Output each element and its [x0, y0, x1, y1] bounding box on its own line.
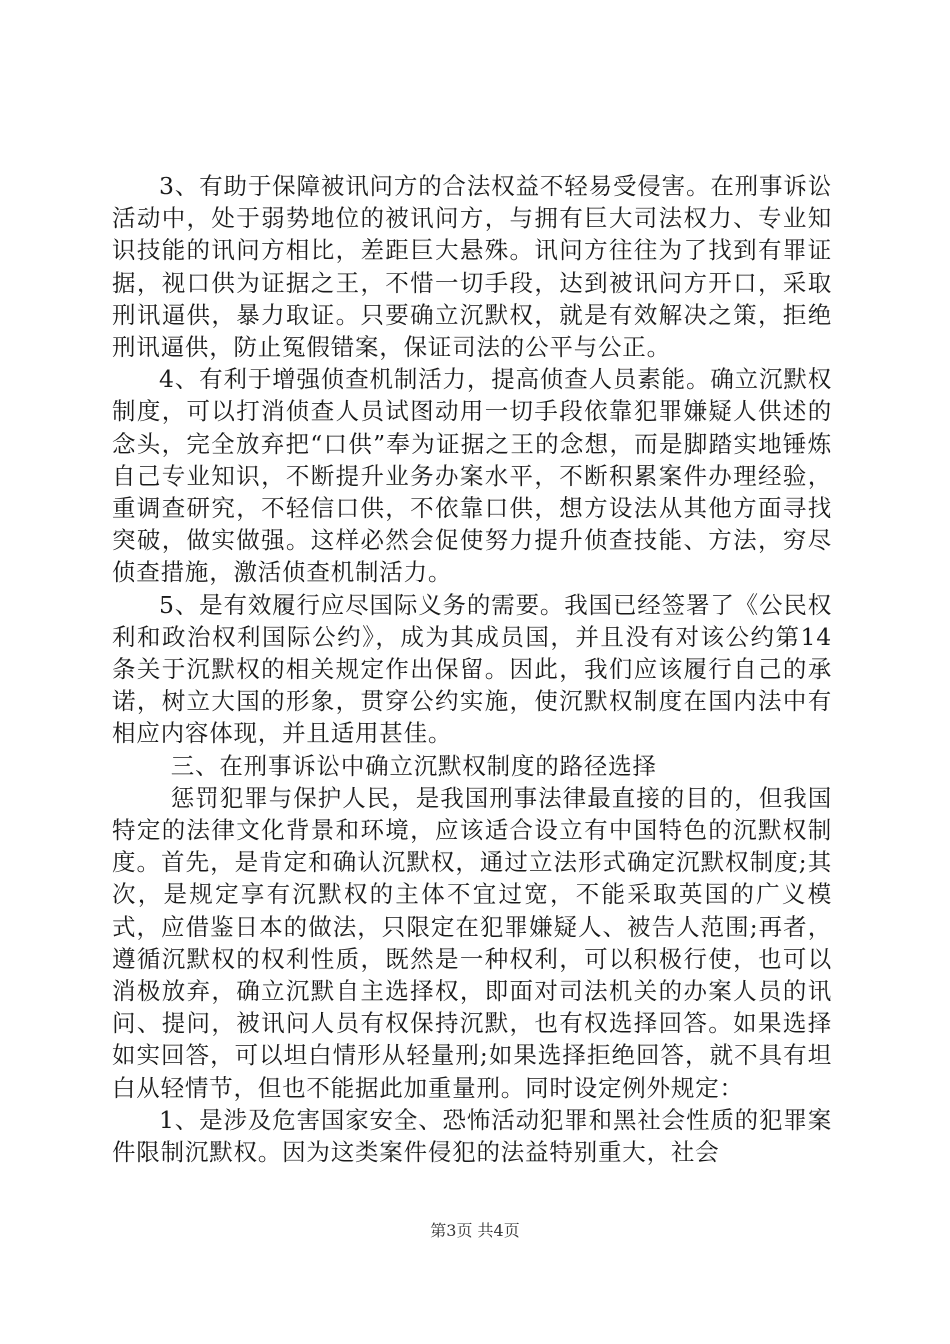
paragraph-exception-1: 1、是涉及危害国家安全、恐怖活动犯罪和黑社会性质的犯罪案件限制沉默权。因为这类案件侵犯的法益特别重大，社会	[112, 1105, 832, 1167]
paragraph-section-intro: 惩罚犯罪与保护人民，是我国刑事法律最直接的目的，但我国特定的法律文化背景和环境，应该适合设立有中国特色的沉默权制度。首先，是肯定和确认沉默权，通过立法形式确定沉默权制度;其次，是规定享有沉默权的主体不宜过宽，不能采取英国的广义模式，应借鉴日本的做法，只限定在犯罪嫌疑人、被告人范围;再者，遵循沉默权的权利性质，既然是一种权利，可以积极行使，也可以消极放弃，确立沉默自主选择权，即面对司法机关的办案人员的讯问、提问，被讯问人员有权保持沉默，也有权选择回答。如果选择如实回答，可以坦白情形从轻量刑;如果选择拒绝回答，就不具有坦白从轻情节，但也不能据此加重量刑。同时设定例外规定：	[112, 783, 832, 1102]
section-heading: 三、在刑事诉讼中确立沉默权制度的路径选择	[170, 751, 657, 780]
page-number-footer: 第3页 共4页	[430, 1221, 520, 1240]
paragraph-point-4: 4、有利于增强侦查机制活力，提高侦查人员素能。确立沉默权制度，可以打消侦查人员试图动用一切手段依靠犯罪嫌疑人供述的念头，完全放弃把“口供”奉为证据之王的念想，而是脚踏实地锤炼自己专业知识，不断提升业务办案水平，不断积累案件办理经验，重调查研究，不轻信口供，不依靠口供，想方设法从其他方面寻找突破，做实做强。这样必然会促使努力提升侦查技能、方法，穷尽侦查措施，激活侦查机制活力。	[112, 365, 832, 587]
paragraph-point-5: 5、是有效履行应尽国际义务的需要。我国已经签署了《公民权利和政治权利国际公约》，成为其成员国，并且没有对该公约第14条关于沉默权的相关规定作出保留。因此，我们应该履行自己的承诺，树立大国的形象，贯穿公约实施，使沉默权制度在国内法中有相应内容体现，并且适用甚佳。	[112, 590, 832, 748]
document-body	[112, 170, 832, 1168]
paragraph-point-3: 3、有助于保障被讯问方的合法权益不轻易受侵害。在刑事诉讼活动中，处于弱势地位的被讯问方，与拥有巨大司法权力、专业知识技能的讯问方相比，差距巨大悬殊。讯问方往往为了找到有罪证据，视口供为证据之王，不惜一切手段，达到被讯问方开口，采取刑讯逼供，暴力取证。只要确立沉默权，就是有效解决之策，拒绝刑讯逼供，防止冤假错案，保证司法的公平与公正。	[112, 172, 832, 362]
